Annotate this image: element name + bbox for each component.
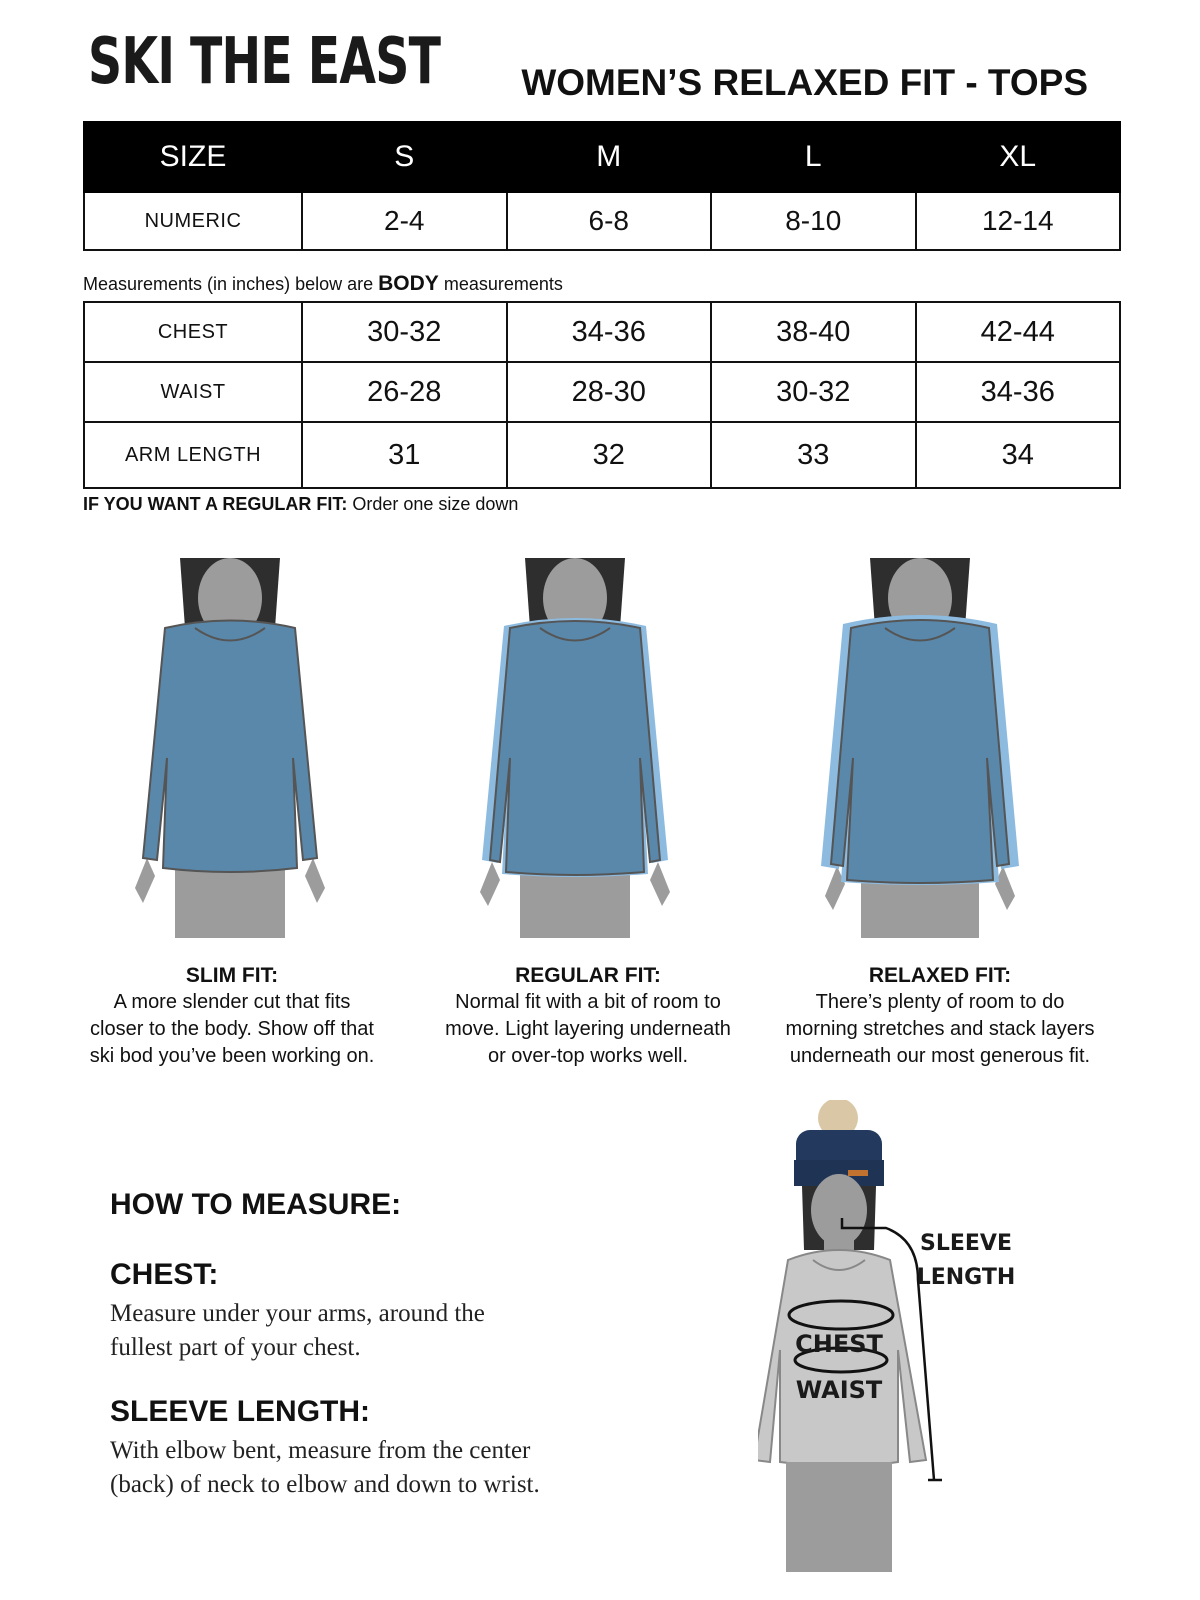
measurement-note-prefix: Measurements (in inches) below are [83, 274, 379, 294]
size-header-cell: M [507, 122, 712, 192]
row-label-chest: CHEST [84, 302, 302, 362]
fit-title: SLIM FIT: [185, 964, 279, 987]
row-label-waist: WAIST [84, 362, 302, 422]
table-cell: 30-32 [302, 302, 507, 362]
chest-instructions [110, 1297, 590, 1365]
fit-text-line: move. Light layering underneath [445, 1018, 731, 1040]
tip-text: Order one size down [347, 494, 519, 514]
size-header-cell: S [302, 122, 507, 192]
sleeve-instructions [110, 1434, 630, 1502]
relaxed-fit-figure [815, 558, 1025, 938]
instruction-line: fullest part of your chest. [110, 1334, 361, 1361]
numeric-cell: 6-8 [507, 192, 712, 250]
regular-fit-illustration [470, 558, 680, 938]
table-cell: 32 [507, 422, 712, 488]
table-row [84, 422, 1120, 488]
table-cell: 28-30 [507, 362, 712, 422]
diagram-label-length: LENGTH [916, 1265, 1016, 1290]
numeric-cell: 2-4 [302, 192, 507, 250]
table-row [84, 362, 1120, 422]
table-cell: 30-32 [711, 362, 916, 422]
fit-text-line: underneath our most generous fit. [789, 1045, 1091, 1067]
regular-fit-description [418, 962, 758, 1070]
size-header-cell: XL [916, 122, 1121, 192]
slim-fit-figure [125, 558, 335, 938]
fit-text-line: morning stretches and stack layers [785, 1018, 1095, 1040]
measurement-note [83, 272, 563, 296]
instruction-line: With elbow bent, measure from the center [110, 1437, 531, 1464]
measurement-diagram [758, 1100, 1078, 1580]
numeric-row [84, 192, 1120, 250]
table-cell: 33 [711, 422, 916, 488]
slim-fit-illustration [125, 558, 335, 938]
fit-text-line: ski bod you’ve been working on. [89, 1045, 375, 1067]
table-cell: 31 [302, 422, 507, 488]
measurement-note-bold: BODY [378, 272, 439, 295]
numeric-cell: 8-10 [711, 192, 916, 250]
table-cell: 34 [916, 422, 1121, 488]
regular-fit-tip [83, 494, 518, 515]
sleeve-length-heading: SLEEVE LENGTH: [110, 1395, 371, 1428]
relaxed-fit-illustration [815, 558, 1025, 938]
fit-title: REGULAR FIT: [515, 964, 661, 987]
fit-text-line: Normal fit with a bit of room to [455, 991, 721, 1013]
measurement-note-suffix: measurements [438, 274, 563, 294]
page-title: WOMEN’S RELAXED FIT - TOPS [521, 62, 1088, 103]
table-cell: 42-44 [916, 302, 1121, 362]
table-row [84, 302, 1120, 362]
fit-text-line: or over-top works well. [487, 1045, 689, 1067]
fit-text-line: A more slender cut that fits [113, 991, 351, 1013]
row-label-arm-length: ARM LENGTH [84, 422, 302, 488]
relaxed-fit-description [770, 962, 1110, 1070]
brand-logo: SKI THE EAST [88, 25, 441, 99]
body-measurement-table [83, 301, 1121, 489]
size-header-cell: L [711, 122, 916, 192]
how-to-measure-heading: HOW TO MEASURE: [110, 1188, 402, 1221]
table-cell: 38-40 [711, 302, 916, 362]
slim-fit-description [62, 962, 402, 1070]
tip-label: IF YOU WANT A REGULAR FIT: [83, 494, 348, 514]
size-table [83, 121, 1121, 251]
fit-text-line: closer to the body. Show off that [90, 1018, 374, 1040]
measurement-illustration [758, 1100, 1078, 1580]
regular-fit-figure [470, 558, 680, 938]
numeric-cell: 12-14 [916, 192, 1121, 250]
diagram-label-waist: WAIST [795, 1376, 883, 1404]
table-cell: 34-36 [916, 362, 1121, 422]
diagram-label-chest: CHEST [795, 1330, 883, 1358]
instruction-line: (back) of neck to elbow and down to wrist. [110, 1471, 540, 1498]
size-header-row [84, 122, 1120, 192]
fit-title: RELAXED FIT: [868, 964, 1012, 987]
size-header-label: SIZE [84, 122, 302, 192]
instruction-line: Measure under your arms, around the [110, 1300, 485, 1327]
diagram-label-sleeve: SLEEVE [920, 1231, 1012, 1256]
chest-heading: CHEST: [110, 1258, 219, 1291]
table-cell: 26-28 [302, 362, 507, 422]
table-cell: 34-36 [507, 302, 712, 362]
numeric-label: NUMERIC [84, 192, 302, 250]
fit-text-line: There’s plenty of room to do [815, 991, 1065, 1013]
